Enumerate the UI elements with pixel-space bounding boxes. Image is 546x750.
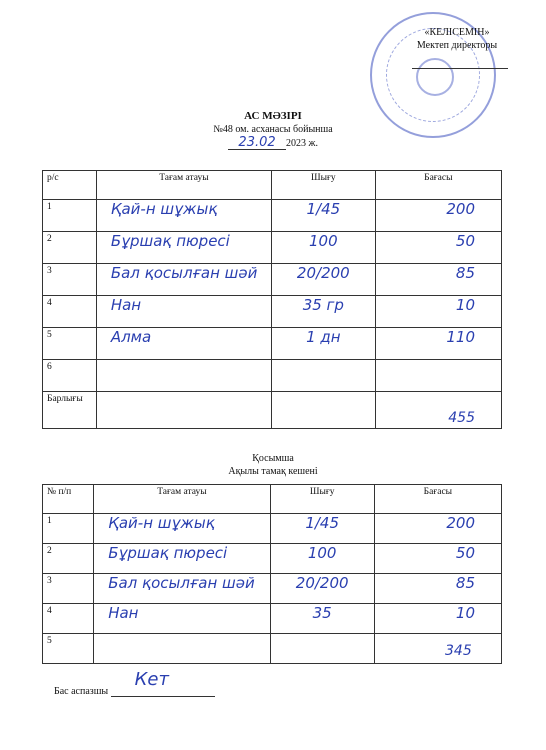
col-header-num: № п/п	[43, 485, 94, 514]
dish-yield: 1/45	[305, 514, 340, 532]
dish-name-cell	[96, 232, 271, 264]
row-number-cell	[43, 296, 97, 328]
col-header-num: р/с	[43, 171, 97, 200]
approval-block	[406, 26, 508, 69]
approval-position: Мектеп директоры	[416, 40, 498, 51]
dish-price: 200	[446, 514, 475, 532]
dish-yield: 100	[307, 544, 337, 562]
dish-name: Бал қосылған шәй	[108, 574, 255, 592]
row-number: 3	[47, 576, 52, 586]
chef-signature: Кет	[134, 669, 169, 690]
row-number-cell	[43, 232, 97, 264]
row-number: 6	[47, 362, 52, 372]
dish-yield-cell	[270, 604, 374, 634]
table-row	[43, 200, 502, 232]
dish-price-cell	[374, 604, 501, 634]
table-row	[43, 544, 502, 574]
dish-name: Нан	[110, 296, 142, 314]
dish-name-cell	[96, 328, 271, 360]
table-row	[43, 514, 502, 544]
approval-label: «КЕЛІСЕМІН»	[424, 27, 490, 38]
dish-yield-cell	[272, 264, 376, 296]
dish-price-cell	[375, 264, 501, 296]
dish-price: 85	[455, 264, 475, 282]
dish-price: 50	[455, 232, 475, 250]
row-number: 2	[47, 234, 52, 244]
dish-name-cell	[96, 200, 271, 232]
dish-name: Қай-н шұжық	[110, 200, 218, 218]
dish-price-cell	[374, 514, 501, 544]
dish-name-cell	[96, 360, 271, 392]
menu-total-row	[43, 392, 502, 429]
row-number-cell	[43, 200, 97, 232]
dish-name	[98, 634, 108, 652]
date-suffix: 2023 ж.	[286, 138, 318, 149]
row-number-cell	[43, 264, 97, 296]
dish-name-cell	[94, 604, 270, 634]
dish-name-cell	[94, 514, 270, 544]
dish-yield: 20/200	[296, 264, 350, 282]
dish-name: Қай-н шұжық	[108, 514, 215, 532]
dish-name: Нан	[108, 604, 139, 622]
total-label: Барлығы	[43, 392, 97, 429]
dish-yield: 1 дн	[306, 328, 341, 346]
col-header-price: Бағасы	[374, 485, 501, 514]
dish-price-cell	[375, 360, 501, 392]
row-number: 1	[47, 202, 52, 212]
menu-title-block	[0, 110, 546, 150]
dish-price: 10	[455, 604, 475, 622]
row-number-cell	[43, 514, 94, 544]
dish-yield-cell	[270, 544, 374, 574]
dish-yield-cell	[272, 200, 376, 232]
row-number-cell	[43, 360, 97, 392]
dish-price: 10	[455, 296, 475, 314]
dish-name-cell	[94, 574, 270, 604]
dish-yield: 1/45	[306, 200, 341, 218]
menu-title: АС МӘЗІРІ	[244, 110, 302, 122]
menu-table-header	[43, 171, 502, 200]
row-number: 2	[47, 546, 52, 556]
dish-price-cell	[375, 200, 501, 232]
dish-name-cell	[96, 264, 271, 296]
dish-yield: 35	[312, 604, 332, 622]
chef-label: Бас аспазшы	[54, 686, 109, 697]
dish-yield-cell	[272, 360, 376, 392]
dish-name-cell	[94, 634, 270, 664]
dish-name: Бұршақ пюресі	[108, 544, 228, 562]
row-number: 4	[47, 606, 52, 616]
dish-price-cell	[374, 544, 501, 574]
col-header-yield: Шығу	[270, 485, 374, 514]
dish-price-cell	[375, 232, 501, 264]
paid-meal-table	[42, 484, 502, 664]
dish-price-cell	[374, 574, 501, 604]
approval-signature-line	[412, 54, 508, 69]
menu-table-body	[43, 200, 502, 392]
table-row	[43, 604, 502, 634]
col-header-name: Тағам атауы	[96, 171, 271, 200]
total-value: 455	[448, 410, 475, 426]
menu-date	[0, 136, 546, 150]
dish-name	[101, 360, 111, 378]
dish-yield: 35 гр	[302, 296, 344, 314]
col-header-name: Тағам атауы	[94, 485, 270, 514]
row-number: 3	[47, 266, 52, 276]
dish-yield-cell	[270, 574, 374, 604]
dish-price-cell	[375, 296, 501, 328]
table-row	[43, 634, 502, 664]
col-header-price: Бағасы	[375, 171, 501, 200]
dish-price: 85	[455, 574, 475, 592]
dish-name-cell	[96, 296, 271, 328]
dish-yield: 100	[309, 232, 338, 250]
chef-signature-line	[111, 669, 215, 697]
dish-name: Алма	[110, 328, 152, 346]
dish-yield-cell	[270, 514, 374, 544]
row-number-cell	[43, 604, 94, 634]
dish-price: 110	[446, 328, 475, 346]
appendix-title-block	[0, 452, 546, 478]
dish-yield-cell	[272, 328, 376, 360]
appendix-title: Қосымша	[252, 453, 294, 464]
appendix-subtitle: Ақылы тамақ кешені	[228, 466, 318, 477]
paid-table-header	[43, 485, 502, 514]
dish-price-cell	[374, 634, 501, 664]
paid-table-body	[43, 514, 502, 664]
table-row	[43, 574, 502, 604]
dish-yield: 20/200	[295, 574, 349, 592]
dish-price: 50	[455, 544, 475, 562]
row-number-cell	[43, 634, 94, 664]
date-handwritten: 23.02	[228, 136, 286, 150]
table-row	[43, 264, 502, 296]
row-number: 5	[47, 636, 52, 646]
row-number-cell	[43, 574, 94, 604]
row-number-cell	[43, 328, 97, 360]
table-row	[43, 296, 502, 328]
table-row	[43, 328, 502, 360]
menu-table	[42, 170, 502, 429]
row-number: 4	[47, 298, 52, 308]
dish-name: Бұршақ пюресі	[110, 232, 230, 250]
dish-yield-cell	[272, 296, 376, 328]
chef-signature-block	[54, 669, 215, 697]
table-row	[43, 232, 502, 264]
row-number-cell	[43, 544, 94, 574]
dish-yield-cell	[270, 634, 374, 664]
table-row	[43, 360, 502, 392]
col-header-yield: Шығу	[272, 171, 376, 200]
dish-price-cell	[375, 328, 501, 360]
menu-subtitle: №48 ом. асханасы бойынша	[213, 124, 333, 135]
dish-name: Бал қосылған шәй	[110, 264, 258, 282]
row-number: 1	[47, 516, 52, 526]
dish-yield-cell	[272, 232, 376, 264]
dish-name-cell	[94, 544, 270, 574]
paid-total-value: 345	[445, 643, 472, 659]
dish-price: 200	[446, 200, 475, 218]
row-number: 5	[47, 330, 52, 340]
